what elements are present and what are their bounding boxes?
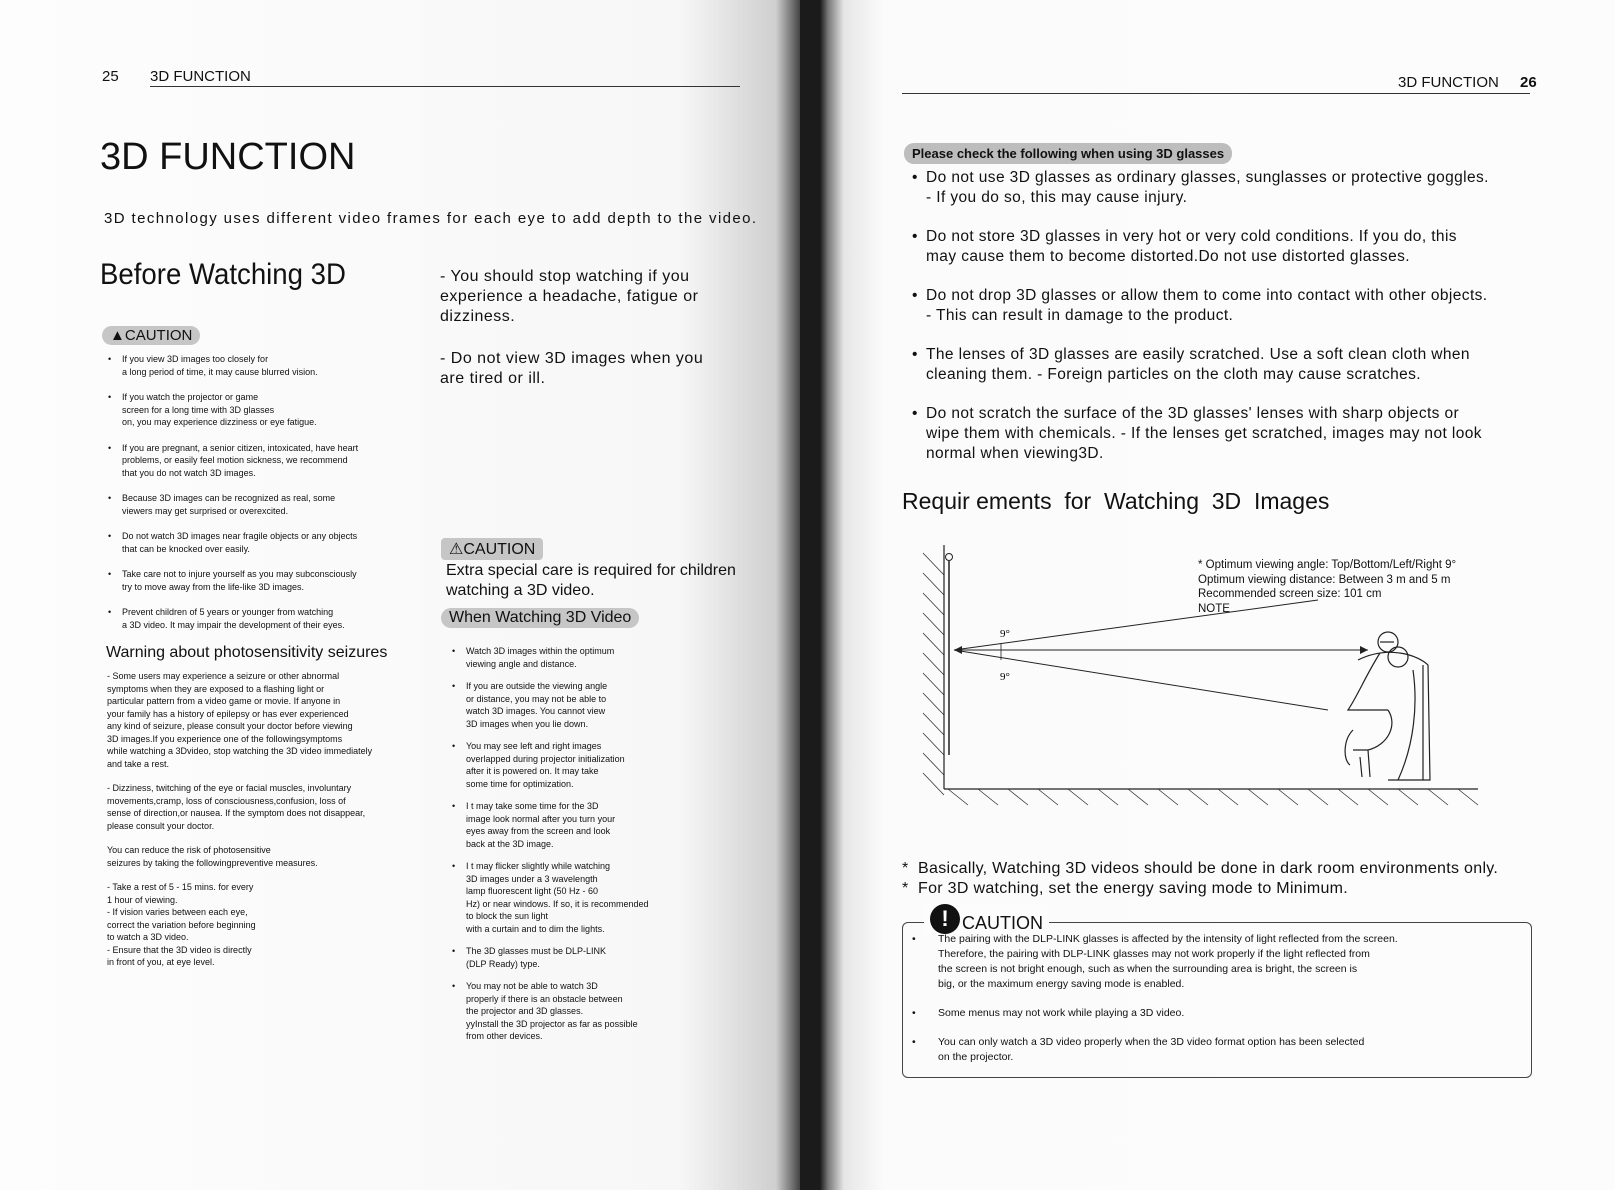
list-item: • If you are outside the viewing angle or distance, you may not be able to watch 3D images. You cannot view 3D images when you lie down. (448, 680, 688, 730)
list-item: • Do not use 3D glasses as ordinary glasses, sunglasses or protective goggles. - If you do so, this may cause injury. (908, 168, 1548, 208)
list-item: • Do not drop 3D glasses or allow them to come into contact with other objects. - This can result in damage to the product. (908, 286, 1548, 326)
warning-paragraph: - Dizziness, twitching of the eye or facial muscles, involuntary movements,cramp, loss of consciousness,confusion, loss of sense of direction,or nausea. If the symptom does not disappear, please consult your doctor. (107, 783, 366, 831)
check-list (908, 168, 1548, 464)
page-number: 26 (1520, 74, 1537, 91)
requirements-heading: Requir ements for Watching 3D Images (902, 488, 1330, 514)
caution-list (104, 353, 424, 631)
check-heading: Please check the following when using 3D glasses (904, 143, 1232, 164)
star-note: * For 3D watching, set the energy saving mode to Minimum. (902, 880, 1349, 897)
list-item: • I t may flicker slightly while watching 3D images under a 3 wavelength lamp fluorescent light (50 Hz - 60 Hz) or near windows. If so, it is recommended to block the sun light with a curtain and to dim the lights. (448, 860, 688, 935)
page-title: 3D FUNCTION (100, 136, 356, 178)
warning-icon: ▲ (110, 327, 125, 344)
arrow-icon (954, 646, 962, 654)
header-rule (150, 86, 740, 87)
list-item: • Do not scratch the surface of the 3D glasses' lenses with sharp objects or wipe them with chemicals. - If the lenses get scratched, images may not look normal when viewing3D. (908, 404, 1548, 464)
list-item: • Prevent children of 5 years or younger from watching a 3D video. It may impair the development of their eyes. (104, 606, 424, 631)
left-page (0, 0, 800, 1190)
when-watching-heading: When Watching 3D Video (441, 608, 639, 628)
list-item: • Watch 3D images within the optimum viewing angle and distance. (448, 645, 688, 670)
list-item: • You may see left and right images overlapped during projector initialization after it is powered on. It may take some time for optimization. (448, 740, 688, 790)
caution-box-list (908, 932, 1528, 1065)
screen-top-icon (946, 554, 953, 561)
list-item: • You may not be able to watch 3D properly if there is an obstacle between the projector and 3D glasses. yyInstall the 3D projector as far as possible from other devices. (448, 980, 688, 1043)
list-item: • If you view 3D images too closely for a long period of time, it may cause blurred vision. (104, 353, 424, 378)
exclamation-icon: ! (930, 904, 960, 934)
tired-text: - Do not view 3D images when you are tired or ill. (440, 350, 704, 387)
spec-screen-size: Recommended screen size: 101 cm (1198, 588, 1382, 600)
viewer-in-chair-icon (1345, 632, 1430, 780)
children-care-text: Extra special care is required for children watching a 3D video. (446, 562, 736, 599)
when-watching-list (448, 645, 688, 1043)
list-item: • Because 3D images can be recognized as real, some viewers may get surprised or overexcited. (104, 492, 424, 517)
book-spine (800, 0, 820, 1190)
page-number: 25 (102, 68, 119, 85)
list-item: • Do not store 3D glasses in very hot or very cold conditions. If you do, this may cause them to become distorted.Do not use distorted glasses. (908, 227, 1548, 267)
warning-paragraph: - Some users may experience a seizure or other abnormal symptoms when they are exposed to a flashing light or particular pattern from a video game or movie. If anyone in your family has a history of epilepsy or has ever experienced any kind of seizure, please consult your doctor before viewing 3D images.If you experience one of the followingsymptoms while watching a 3Dvideo, stop watching the 3D video immediately and take a rest. (107, 671, 373, 769)
stop-watching-text: - You should stop watching if you experience a headache, fatigue or dizziness. (440, 268, 699, 325)
floor-hatching (948, 789, 1478, 805)
star-notes (902, 859, 1498, 899)
list-item: • Do not watch 3D images near fragile objects or any objects that can be knocked over easily. (104, 530, 424, 555)
header-rule (902, 93, 1530, 94)
list-item: • The 3D glasses must be DLP-LINK (DLP Ready) type. (448, 945, 688, 970)
spec-angle: * Optimum viewing angle: Top/Bottom/Left/Right 9° (1198, 559, 1457, 571)
list-item: • Take care not to injure yourself as you may subconsciously try to move away from the life-like 3D images. (104, 568, 424, 593)
list-item: • If you watch the projector or game screen for a long time with 3D glasses on, you may experience dizziness or eye fatigue. (104, 391, 424, 429)
list-item: • The lenses of 3D glasses are easily scratched. Use a soft clean cloth when cleaning them. - Foreign particles on the cloth may cause scratches. (908, 345, 1548, 385)
list-item: • The pairing with the DLP-LINK glasses is affected by the intensity of light reflected from the screen. Therefore, the pairing with DLP-LINK glasses may not work properly if the light reflected from the screen is not bright enough, such as when the surrounding area is bright, the screen is big, or the maximum energy saving mode is enabled. (908, 932, 1528, 992)
caution-box-title: ! CAUTION (924, 904, 1049, 934)
right-page (820, 0, 1615, 1190)
running-header: 3D FUNCTION (1398, 74, 1499, 91)
angle-label-bottom: 9° (1000, 671, 1010, 683)
caution-badge-2: ⚠CAUTION (441, 538, 543, 560)
warning-paragraph: You can reduce the risk of photosensitive seizures by taking the followingpreventive measures. (107, 845, 318, 868)
warning-icon: ⚠ (449, 541, 464, 558)
warning-heading: Warning about photosensitivity seizures (106, 644, 388, 661)
list-item: • You can only watch a 3D video properly when the 3D video format option has been selected on the projector. (908, 1035, 1528, 1065)
caution-badge: ▲CAUTION (102, 326, 200, 345)
list-item: • I t may take some time for the 3D image look normal after you turn your eyes away from the screen and look back at the 3D image. (448, 800, 688, 850)
spec-distance: Optimum viewing distance: Between 3 m and 5 m (1198, 573, 1451, 586)
warning-body (107, 670, 447, 969)
section-heading: Before Watching 3D (100, 258, 346, 291)
star-note: * Basically, Watching 3D videos should be done in dark room environments only. (902, 860, 1499, 877)
running-header: 3D FUNCTION (150, 68, 251, 85)
list-item: • Some menus may not work while playing a 3D video. (908, 1006, 1528, 1021)
angle-label-top: 9° (1000, 628, 1010, 640)
note-label: NOTE (1198, 602, 1230, 615)
intro-text: 3D technology uses different video frames for each eye to add depth to the video. (104, 210, 758, 227)
diagram-specs (1198, 558, 1456, 616)
arrow-icon (1360, 646, 1368, 654)
list-item: • If you are pregnant, a senior citizen, intoxicated, have heart problems, or easily feel motion sickness, we recommend that you do not watch 3D images. (104, 442, 424, 480)
wall-hatching (923, 553, 944, 795)
warning-paragraph: - Take a rest of 5 - 15 mins. for every 1 hour of viewing. - If vision varies between each eye, correct the variation before beginning to watch a 3D video. - Ensure that the 3D video is directly in front of you, at eye level. (107, 882, 256, 967)
